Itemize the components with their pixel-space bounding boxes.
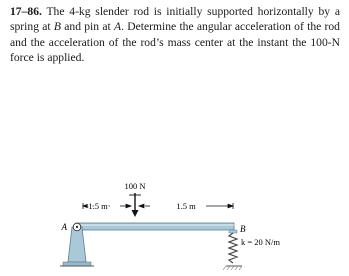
- point-b-ref: B: [53, 20, 61, 34]
- point-a-ref: A: [113, 20, 122, 34]
- problem-number: 17–86.: [10, 5, 42, 18]
- point-a-label: A: [61, 222, 67, 232]
- problem-text-3: . Determine the angular acceleration of the rod and the acceleration of the rod’s mass center at the instant the 100-N force is applied.: [10, 20, 340, 65]
- dim-right-label: 1.5 m: [176, 201, 196, 211]
- problem-text-1: The 4-kg slender rod is initially supported horizontally by a spring at: [10, 5, 340, 34]
- slender-rod: [76, 223, 234, 230]
- spring-constant-label: k = 20 N/m: [241, 237, 281, 247]
- dim-left-label: 1.5 m: [88, 201, 108, 211]
- point-b-label: B: [240, 224, 246, 234]
- force-label: 100 N: [124, 181, 146, 191]
- force-arrow: [129, 193, 141, 217]
- spring: [223, 230, 242, 270]
- problem-text-2: and pin at: [60, 20, 114, 34]
